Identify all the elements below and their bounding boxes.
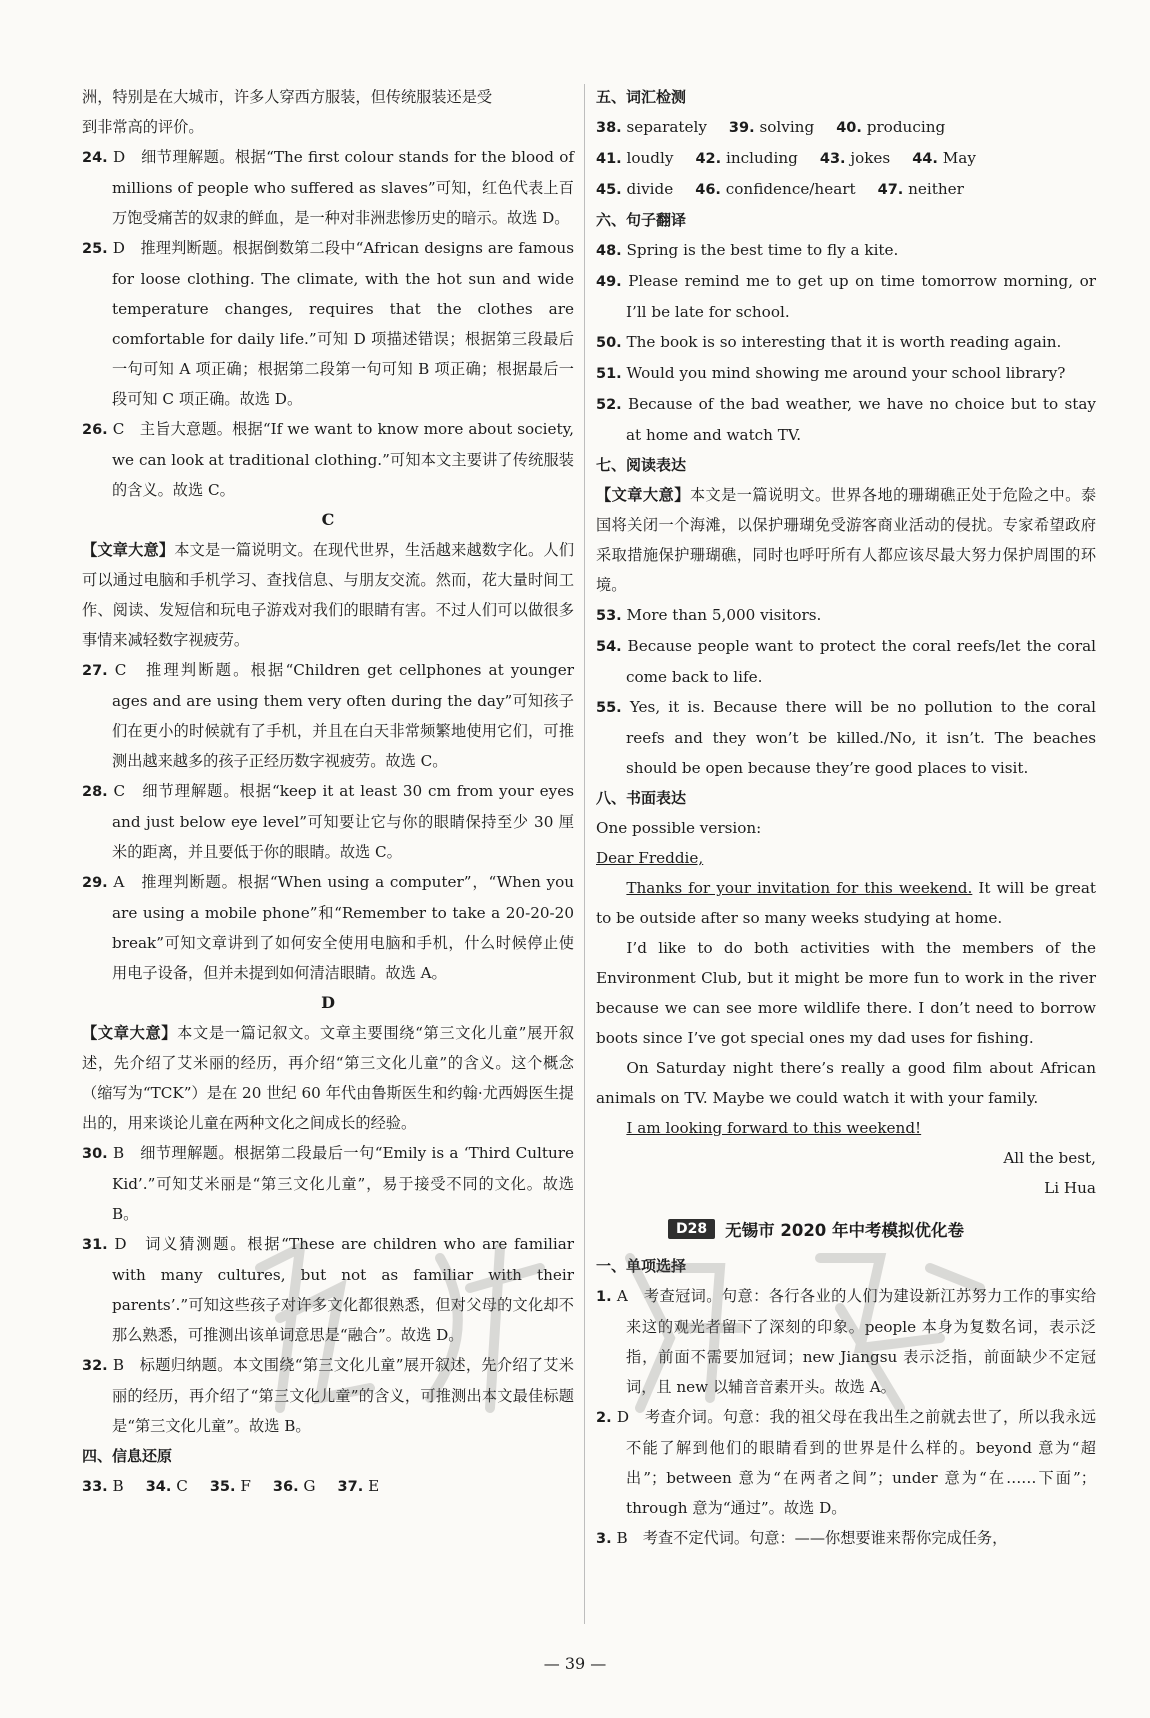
section-5-title: 五、词汇检测 [596,88,687,106]
answer-value: B [112,1477,124,1495]
answer-number: 55. [596,700,622,716]
answer-32 [82,1350,574,1441]
page-number: — 39 — [543,1654,607,1673]
answer-30 [82,1138,574,1229]
translation-50 [596,327,1096,358]
answer-number: 27. [82,663,108,679]
answer-text: C 推理判断题。根据“Children get cellphones at younger ages and are using them very often during the day”可知孩子们在更小的时候就有了手机，并且在白天非常频繁地使用它们，可推测出越来越多的孩子正经历数字视疲劳。故选 C。 [112,661,575,770]
summary-c [82,535,574,655]
answer-text: Spring is the best time to fly a kite. [626,241,899,259]
answer-number: 43. [819,151,846,167]
letter-underlined-sentence: Thanks for your invitation for this weekend. [626,879,973,897]
answer-number: 39. [728,120,755,136]
summary-text: 本文是一篇说明文。世界各地的珊瑚礁正处于危险之中。泰国将关闭一个海滩，以保护珊瑚免受游客商业活动的侵扰。专家希望政府采取措施保护珊瑚礁，同时也呼吁所有人都应该尽最大努力保护周围的环境。 [596,486,1097,594]
right-column [596,82,1096,1554]
answer-25 [82,233,574,414]
answer-number: 30. [82,1146,108,1162]
section-4-answers [82,1471,574,1502]
answer-number: 24. [82,150,108,166]
answer-value: C [176,1477,188,1495]
answer-cell [695,143,797,174]
answer-cell [878,174,964,205]
summary-label: 【文章大意】 [82,541,175,559]
answer-cell [836,112,945,143]
answer-cell [146,1471,188,1502]
letter-paragraph-3: On Saturday night there’s really a good film about African animals on TV. Maybe we could watch it with your family. [596,1059,1096,1107]
answer-value: F [240,1477,251,1495]
answer-1 [596,1281,1096,1402]
answer-cell [912,143,976,174]
letter-paragraph-1 [596,873,1096,933]
answer-number: 41. [596,151,622,167]
answer-28 [82,776,574,867]
answer-cell [210,1471,251,1502]
answer-number: 45. [596,182,622,198]
answer-text: A 推理判断题。根据“When using a computer”，“When you are using a mobile phone”和“Remember to take a 20-20-20 break”可知文章讲到了如何安全使用电脑和手机，什么时候停止使用电子设备，但并未提到如何清洁眼睛。故选 A。 [112,873,575,982]
section-7-title: 七、阅读表达 [596,456,687,474]
answer-text: B 标题归纳题。本文围绕“第三文化儿童”展开叙述，先介绍了艾米丽的经历，再介绍了“第三文化儿童”的含义，可推测出本文最佳标题是“第三文化儿童”。故选 B。 [112,1356,574,1435]
answer-number: 51. [596,366,622,382]
vocab-row-1 [596,112,1096,143]
answer-value: confidence/heart [725,180,856,198]
answer-number: 29. [82,875,108,891]
section-6-title: 六、句子翻译 [596,211,687,229]
answer-text: Would you mind showing me around your school library? [626,364,1066,382]
test-title: 无锡市 2020 年中考模拟优化卷 [725,1221,965,1240]
answer-text: A 考查冠词。句意：各行各业的人们为建设新江苏努力工作的事实给来这的观光者留下了深刻的印象。people 本身为复数名词，表示泛指，前面不需要加冠词；new Jiangsu 表示泛指，前面缺少不定冠词，且 new 以辅音音素开头。故选 A。 [616,1287,1097,1396]
answer-number: 28. [82,784,108,800]
answer-text: C 主旨大意题。根据“If we want to know more about society, we can look at traditional clothing.”可知本文主要讲了传统服装的含义。故选 C。 [112,420,574,499]
answer-31 [82,1229,574,1350]
letter-paragraph-4 [596,1113,1096,1143]
section-8-title: 八、书面表达 [596,789,687,807]
answer-number: 47. [877,182,904,198]
letter-paragraph-2: I’d like to do both activities with the members of the Environment Club, but it might be more fun to work in the river because we can see more wildlife there. I don’t need to borrow boots since I’ve got special ones my dad uses for fishing. [596,939,1096,1047]
answer-cell [273,1471,316,1502]
answer-number: 3. [596,1531,612,1547]
answer-number: 44. [912,151,938,167]
vocab-row-2 [596,143,1096,174]
letter-underlined-sentence: I am looking forward to this weekend! [626,1119,922,1137]
intro-line-1: 洲，特别是在大城市，许多人穿西方服装，但传统服装还是受 [82,88,493,106]
answer-value: loudly [626,149,674,167]
letter-text: It will be great to be outside after so many weeks studying at home. [596,879,1096,927]
answer-text: Please remind me to get up on time tomorrow morning, or I’ll be late for school. [626,272,1096,321]
answer-text: B 考查不定代词。句意：——你想要谁来帮你完成任务， [616,1529,1008,1547]
summary-label: 【文章大意】 [82,1024,178,1042]
translation-49 [596,266,1096,327]
answer-text: Yes, it is. Because there will be no pollution to the coral reefs and they won’t be killed./No, it isn’t. The beaches should be open because they’re good places to visit. [626,698,1096,777]
answer-cell [82,1471,124,1502]
letter-salutation: Dear Freddie, [596,849,704,867]
answer-value: May [942,149,976,167]
answer-number: 42. [695,151,722,167]
section-c-heading: C [321,510,335,529]
answer-text: More than 5,000 visitors. [626,606,822,624]
vocab-row-3 [596,174,1096,205]
answer-text: D 考查介词。句意：我的祖父母在我出生之前就去世了，所以我永远不能了解到他们的眼睛看到的世界是什么样的。beyond 意为“超出”；between 意为“在两者之间”；under 意为“在……下面”；through 意为“通过”。故选 D。 [616,1408,1097,1517]
answer-55 [596,692,1096,783]
answer-value: including [725,149,798,167]
answer-number: 52. [596,397,622,413]
answer-value: separately [626,118,707,136]
answer-number: 25. [82,241,108,257]
answer-number: 48. [596,243,622,259]
summary-7 [596,480,1096,600]
answer-text: B 细节理解题。根据第二段最后一句“Emily is a ‘Third Culture Kid’.”可知艾米丽是“第三文化儿童”，易于接受不同的文化。故选 B。 [112,1144,575,1223]
answer-29 [82,867,574,988]
summary-text: 本文是一篇记叙文。文章主要围绕“第三文化儿童”展开叙述，先介绍了艾米丽的经历，再介绍“第三文化儿童”的含义。这个概念（缩写为“TCK”）是在 20 世纪 60 年代由鲁斯医生和约翰·尤西姆医生提出的，用来谈论儿童在两种文化之间成长的经验。 [82,1024,575,1132]
answer-number: 1. [596,1289,612,1305]
letter-signature: Li Hua [1044,1179,1096,1197]
answer-cell [338,1471,380,1502]
answer-value: divide [626,180,674,198]
answer-number: 40. [836,120,862,136]
answer-text: Because of the bad weather, we have no choice but to stay at home and watch TV. [626,395,1096,444]
answer-text: The book is so interesting that it is worth reading again. [626,333,1062,351]
answer-cell [596,112,707,143]
answer-2 [596,1402,1096,1523]
possible-version-label: One possible version: [596,819,762,837]
answer-text: D 词义猜测题。根据“These are children who are familiar with many cultures, but not as familiar with their parents’.”可知这些孩子对许多文化都很熟悉，但对父母的文化却不那么熟悉，可推测出该单词意思是“融合”。故选 D。 [112,1235,575,1344]
column-divider [584,84,585,1624]
answer-number: 54. [596,639,622,655]
answer-value: solving [759,118,815,136]
answer-number: 35. [209,1479,236,1495]
intro-line-2: 到非常高的评价。 [82,118,204,136]
answer-number: 2. [596,1410,612,1426]
answer-cell [596,174,673,205]
translation-48 [596,235,1096,266]
section-4-title: 四、信息还原 [82,1447,173,1465]
summary-d [82,1018,574,1138]
answer-27 [82,655,574,776]
answer-number: 26. [82,422,108,438]
answer-number: 46. [695,182,721,198]
answer-number: 34. [145,1479,172,1495]
answer-cell [596,143,673,174]
translation-51 [596,358,1096,389]
answer-number: 33. [82,1479,108,1495]
section-d-heading: D [321,993,335,1012]
summary-text: 本文是一篇说明文。在现代世界，生活越来越数字化。人们可以通过电脑和手机学习、查找信息、与朋友交流。然而，花大量时间工作、阅读、发短信和玩电子游戏对我们的眼睛有害。不过人们可以做很多事情来减轻数字视疲劳。 [82,541,575,649]
answer-text: Because people want to protect the coral reefs/let the coral come back to life. [626,637,1097,686]
section-1-title: 一、单项选择 [596,1257,687,1275]
answer-number: 50. [596,335,622,351]
answer-number: 49. [596,274,622,290]
test-tag: D28 [668,1219,715,1239]
answer-26 [82,414,574,505]
answer-3 [596,1523,1096,1554]
answer-text: D 推理判断题。根据倒数第二段中“African designs are famous for loose clothing. The climate, with the hot sun and wide temperature changes, requires that the clothes are comfortable for daily life.”可知 D 项描述错误；根据第三段最后一句可知 A 项正确；根据第二段第一句可知 B 项正确；根据最后一段可知 C 项正确。故选 D。 [112,239,574,408]
answer-number: 38. [596,120,622,136]
answer-cell [729,112,814,143]
answer-text: D 细节理解题。根据“The first colour stands for the blood of millions of people who suffered as slaves”可知，红色代表上百万饱受痛苦的奴隶的鲜血，是一种对非洲悲惨历史的暗示。故选 D。 [112,148,574,227]
answer-54 [596,631,1096,692]
answer-number: 31. [82,1237,108,1253]
translation-52 [596,389,1096,450]
answer-number: 53. [596,608,622,624]
answer-53 [596,600,1096,631]
answer-value: E [368,1477,380,1495]
answer-cell [820,143,890,174]
answer-cell [695,174,855,205]
answer-24 [82,142,574,233]
answer-value: jokes [850,149,891,167]
answer-value: neither [908,180,964,198]
letter-closing: All the best, [1003,1149,1096,1167]
answer-number: 36. [272,1479,299,1495]
test-banner [668,1217,1096,1241]
answer-value: G [303,1477,316,1495]
answer-text: C 细节理解题。根据“keep it at least 30 cm from your eyes and just below eye level”可知要让它与你的眼睛保持至少 30 厘米的距离，并且要低于你的眼睛。故选 C。 [112,782,574,861]
answer-number: 32. [82,1358,108,1374]
summary-label: 【文章大意】 [596,486,690,504]
answer-number: 37. [337,1479,364,1495]
answer-value: producing [866,118,946,136]
left-column [82,82,574,1502]
